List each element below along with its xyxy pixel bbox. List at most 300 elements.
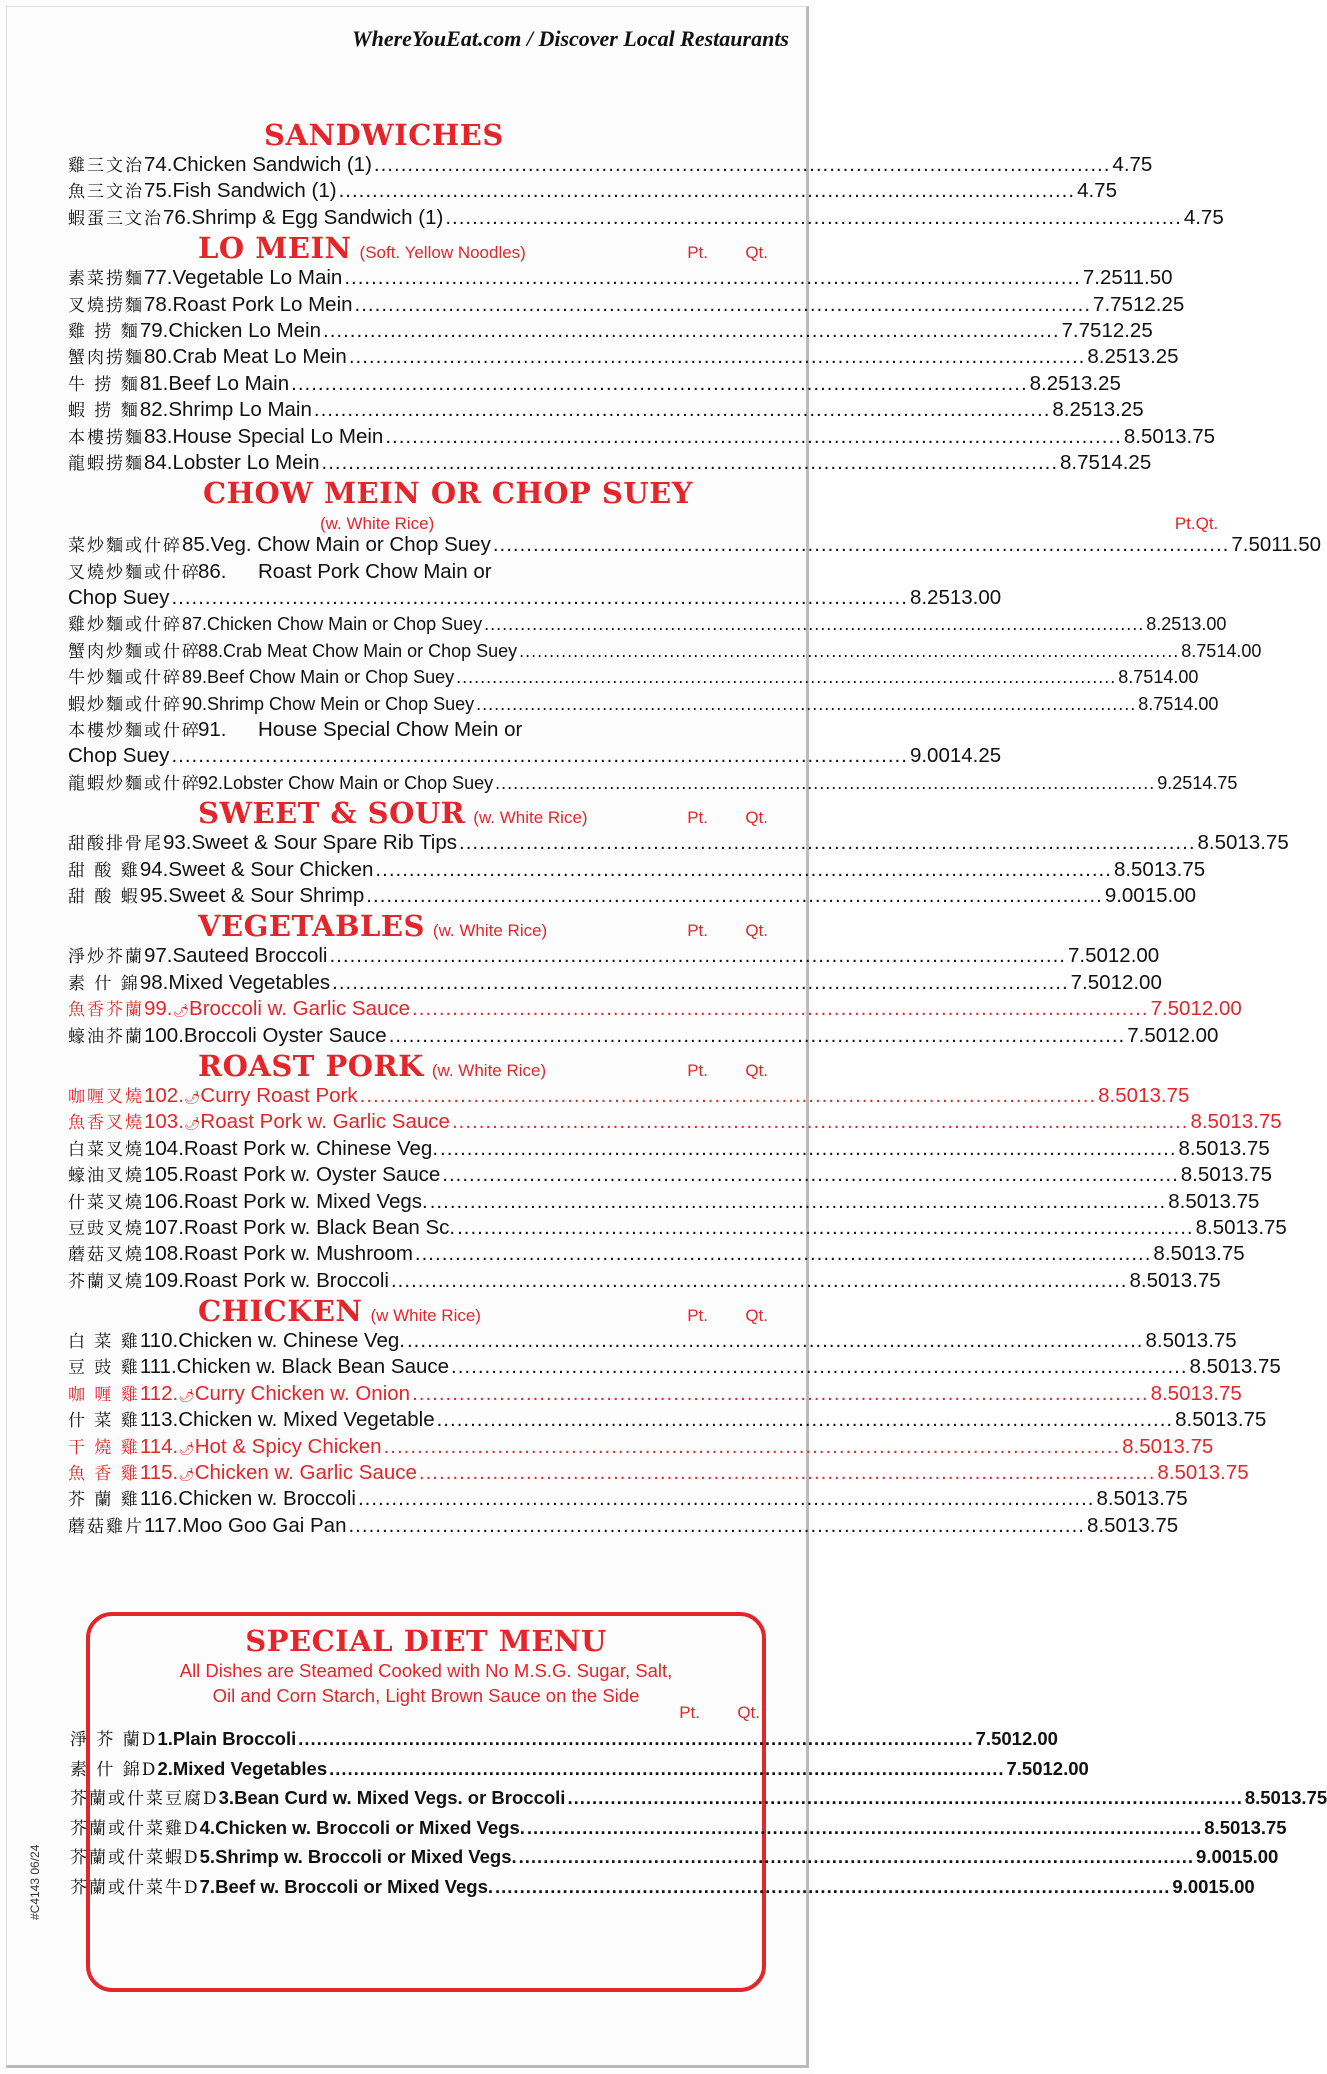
item-number: 83.	[144, 424, 173, 448]
chinese-name: 素 什 錦	[68, 973, 140, 994]
chinese-name: 豆豉叉燒	[68, 1218, 144, 1239]
chinese-name: 雞炒麵或什碎	[68, 615, 182, 636]
dot-leader	[322, 450, 1059, 476]
chinese-name: 淨 芥 蘭D	[70, 1730, 158, 1750]
dot-leader	[389, 1023, 1126, 1049]
item-number: 110.	[139, 1329, 179, 1353]
chinese-name: 白菜叉燒	[68, 1139, 144, 1160]
dot-leader	[493, 532, 1230, 558]
section-header	[68, 231, 768, 265]
price-quart: 14.00	[1173, 693, 1219, 714]
dot-leader	[358, 1486, 1095, 1512]
menu-item	[70, 1815, 1287, 1845]
item-number: 82.	[139, 398, 169, 422]
dot-leader	[374, 152, 1111, 178]
item-name: Moo Goo Gai Pan	[182, 1513, 347, 1537]
price-pint: 7.25	[1082, 266, 1123, 290]
hot-pepper-icon: 🌶	[183, 1116, 201, 1132]
dot-leader	[519, 638, 1179, 664]
section-title: ROAST PORK	[198, 1048, 424, 1083]
price-pint: 8.50	[1190, 1110, 1231, 1134]
price-pint: 8.50	[1087, 1513, 1127, 1537]
price-pint: 8.50	[1098, 1083, 1139, 1107]
chinese-name: 芥蘭或什菜豆腐D	[70, 1789, 219, 1809]
chinese-name: 蘑菇叉燒	[68, 1245, 144, 1266]
qt-header: Qt.	[745, 1306, 768, 1326]
item-name: Chop Suey	[68, 744, 170, 768]
item-number: 97.	[144, 944, 173, 968]
chinese-name: 蠔油芥蘭	[68, 1026, 144, 1047]
price-pint: 8.75	[1118, 667, 1154, 688]
menu-item	[68, 292, 1185, 318]
price-pint: 7.50	[1068, 944, 1108, 968]
price-pint: 8.50	[1197, 831, 1238, 855]
section-header	[68, 909, 768, 943]
dot-leader	[291, 371, 1028, 397]
chinese-name: 蝦炒麵或什碎	[68, 694, 182, 715]
qt-header: Qt.	[745, 808, 768, 828]
item-name: Bean Curd w. Mixed Vegs. or Broccoli	[234, 1787, 566, 1808]
price-quart: 13.25	[1069, 371, 1121, 395]
item-number: 92.	[198, 772, 224, 793]
dot-leader	[339, 178, 1076, 204]
price-quart: 13.75	[1229, 1355, 1281, 1379]
price-pint: 9.00	[1172, 1875, 1209, 1897]
menu-item	[68, 1215, 1287, 1241]
chinese-name: 魚香芥蘭	[68, 1000, 144, 1021]
special-desc-line2: Oil and Corn Starch, Light Brown Sauce on the Side	[212, 1685, 640, 1706]
item-name: Roast Pork w. Mushroom	[183, 1242, 413, 1266]
pt-header: Pt.	[687, 921, 708, 941]
price-pint: 8.50	[1204, 1816, 1241, 1838]
dot-leader	[412, 1381, 1149, 1407]
item-number: 102.	[144, 1083, 184, 1107]
item-number: 99.	[144, 997, 173, 1021]
special-diet-box	[70, 1612, 1327, 1992]
menu-item	[68, 1189, 1260, 1215]
price-quart: 4.75	[1183, 205, 1224, 229]
item-name: Mixed Vegetables	[172, 1757, 328, 1779]
chinese-name: 白 菜 雞	[68, 1332, 140, 1353]
chinese-name: 素菜捞麵	[68, 269, 144, 290]
item-name: Chop Suey	[68, 586, 170, 610]
hot-pepper-icon: 🌶	[172, 1003, 190, 1019]
dot-leader	[452, 1109, 1189, 1135]
item-name: Chicken w. Garlic Sauce	[194, 1461, 417, 1485]
item-number: 85.	[182, 533, 211, 557]
chinese-name: 淨炒芥蘭	[68, 947, 144, 968]
price-quart: 13.75	[1185, 1329, 1237, 1353]
price-pint: 7.50	[1231, 533, 1272, 557]
dot-leader	[445, 205, 1182, 231]
dot-leader	[495, 770, 1155, 796]
menu-item	[68, 1486, 1188, 1512]
item-name: Crab Meat Chow Main or Chop Suey	[223, 640, 518, 661]
special-column-headers	[642, 1700, 760, 1726]
section-title: LO MEIN	[198, 231, 352, 266]
dot-leader	[440, 1136, 1177, 1162]
menu-item	[68, 743, 1002, 769]
section-note: (w White Rice)	[370, 1306, 481, 1326]
dot-leader	[415, 1241, 1152, 1267]
qt-header: Qt.	[745, 1060, 768, 1080]
price-quart: 13.75	[1126, 1513, 1179, 1537]
chinese-name: 芥 蘭 雞	[68, 1490, 140, 1511]
dot-leader	[451, 1354, 1188, 1380]
price-quart: 13.75	[1230, 1110, 1282, 1134]
price-quart: 13.75	[1138, 1083, 1190, 1107]
menu-item	[68, 424, 1216, 450]
menu-item	[68, 1381, 1242, 1407]
item-number: 84.	[144, 450, 173, 474]
menu-item	[68, 1023, 1219, 1049]
section-note: (Soft. Yellow Noodles)	[359, 243, 526, 263]
price-pint: 9.00	[1104, 883, 1145, 907]
chinese-name: 菜炒麵或什碎	[68, 536, 182, 557]
price-quart: 13.75	[1163, 424, 1216, 448]
dot-leader	[348, 1513, 1085, 1539]
chinese-name: 咖 喱 雞	[68, 1384, 140, 1405]
price-quart: 11.50	[1271, 533, 1322, 557]
menu-item	[68, 664, 1199, 690]
chinese-name: 蠔油叉燒	[68, 1166, 144, 1187]
item-name: Beef Lo Main	[168, 371, 290, 395]
dot-leader	[484, 611, 1144, 637]
chinese-name: 本樓捞麵	[68, 427, 144, 448]
chinese-name: 魚三文治	[68, 182, 144, 203]
price-quart: 13.75	[1235, 1215, 1287, 1239]
hot-pepper-icon: 🌶	[178, 1387, 195, 1403]
price-quart: 12.00	[1167, 1023, 1219, 1047]
dot-leader	[384, 1434, 1121, 1460]
menu-item	[68, 1109, 1282, 1135]
price-pint: 8.50	[1096, 1487, 1137, 1511]
chinese-name: 甜酸排骨尾	[68, 834, 163, 855]
price-pint: 9.25	[1157, 772, 1193, 793]
dot-leader	[457, 1215, 1194, 1241]
price-quart: 12.00	[1110, 970, 1162, 994]
price-pint: 8.75	[1138, 693, 1174, 714]
item-number: 3.	[218, 1787, 235, 1808]
item-name: Shrimp w. Broccoli or Mixed Vegs.	[215, 1846, 517, 1867]
pt-header: Pt.	[679, 1703, 700, 1722]
price-pint: 9.00	[909, 744, 950, 768]
section-header	[68, 476, 1219, 534]
chinese-name: 叉燒炒麵或什碎	[68, 562, 201, 583]
price-quart: 13.75	[1240, 1816, 1287, 1838]
menu-item	[68, 1241, 1245, 1267]
item-name: Lobster Chow Main or Chop Suey	[223, 772, 494, 793]
chinese-name: 本樓炒麵或什碎	[68, 721, 201, 742]
price-pint: 8.50	[1244, 1787, 1281, 1808]
menu-item	[70, 1726, 1058, 1756]
chinese-name: 蟹肉捞麵	[68, 348, 144, 369]
item-number: 91.	[198, 718, 227, 742]
chinese-name: 叉燒捞麵	[68, 295, 144, 316]
item-number: 107.	[144, 1215, 184, 1239]
price-pint: 8.25	[1087, 345, 1128, 369]
dot-leader	[329, 1756, 1004, 1782]
item-number: 7.	[199, 1875, 216, 1897]
menu-item	[68, 883, 1197, 909]
pt-header: Pt.	[687, 1060, 708, 1080]
price-quart: 13.00	[1181, 614, 1227, 635]
chinese-name: 咖喱叉燒	[68, 1086, 144, 1107]
item-name: Curry Roast Pork	[200, 1083, 358, 1107]
dot-leader	[437, 1407, 1174, 1433]
menu-item	[68, 265, 1173, 291]
item-name: Sauteed Broccoli	[172, 944, 328, 968]
item-number: 109.	[144, 1268, 184, 1292]
chinese-name: 素 什 錦D	[70, 1759, 158, 1780]
price-quart: 13.75	[1237, 831, 1289, 855]
item-number: 114.	[139, 1434, 179, 1458]
item-name: House Special Lo Mein	[172, 424, 384, 448]
special-desc-line1: All Dishes are Steamed Cooked with No M.S.G. Sugar, Salt,	[179, 1660, 673, 1681]
price-quart: 13.75	[1215, 1408, 1267, 1432]
price-pint: 8.50	[1150, 1381, 1191, 1405]
price-pint: 8.25	[1052, 398, 1093, 422]
item-name: Roast Pork Lo Mein	[172, 292, 353, 316]
dot-leader	[459, 830, 1196, 856]
dot-leader	[323, 318, 1060, 344]
chinese-name: 芥蘭或什菜蝦D	[70, 1848, 200, 1868]
item-number: 117.	[144, 1513, 183, 1537]
price-quart: 12.00	[1190, 997, 1242, 1021]
item-name: Chicken w. Black Bean Sauce	[176, 1355, 450, 1379]
chinese-name: 牛炒麵或什碎	[68, 668, 182, 689]
price-quart: 13.25	[1092, 398, 1144, 422]
pt-header: Pt.	[687, 808, 708, 828]
price-quart: 13.00	[949, 586, 1002, 610]
price-quart: 4.75	[1112, 153, 1153, 176]
section-title: VEGETABLES	[198, 909, 425, 944]
chinese-name: 蝦 捞 麵	[68, 401, 140, 422]
price-quart: 13.75	[1190, 1381, 1242, 1405]
price-quart: 12.25	[1132, 292, 1185, 316]
menu-item	[68, 1136, 1270, 1162]
price-quart: 13.75	[1153, 857, 1206, 881]
menu-item	[68, 397, 1144, 423]
chinese-name: 蘑菇雞片	[68, 1516, 144, 1537]
chinese-name: 龍蝦捞麵	[68, 453, 144, 474]
dot-leader	[298, 1726, 973, 1752]
menu-item	[68, 1460, 1249, 1486]
pt-header: Pt.	[1174, 514, 1196, 534]
section-title: CHICKEN	[198, 1294, 363, 1329]
dot-leader	[527, 1815, 1202, 1841]
price-quart: 14.00	[1216, 640, 1262, 661]
chinese-name: 蝦蛋三文治	[68, 208, 163, 229]
item-name: Fish Sandwich (1)	[172, 179, 337, 203]
chinese-name: 什 菜 雞	[68, 1411, 140, 1432]
menu-item	[68, 559, 768, 585]
chinese-name: 魚 香 雞	[68, 1464, 140, 1485]
price-quart: 13.75	[1197, 1461, 1249, 1485]
chinese-name: 魚香叉燒	[68, 1113, 144, 1134]
dot-leader	[495, 1874, 1170, 1900]
price-quart: 15.00	[1144, 883, 1197, 907]
item-name: Vegetable Lo Main	[172, 266, 343, 290]
dot-leader	[456, 664, 1116, 690]
item-name: Roast Pork w. Black Bean Sc.	[183, 1215, 456, 1239]
dot-leader	[430, 1189, 1167, 1215]
qt-header: Qt.	[745, 921, 768, 941]
price-quart: 12.00	[1011, 1728, 1058, 1749]
item-name: Roast Pork w. Garlic Sauce	[200, 1110, 450, 1134]
menu-item	[68, 450, 1152, 476]
item-number: 108.	[144, 1242, 184, 1266]
price-pint: 8.50	[1145, 1329, 1186, 1353]
price-quart: 13.75	[1220, 1163, 1272, 1187]
chinese-name: 芥蘭叉燒	[68, 1271, 144, 1292]
item-name: Roast Pork w. Oyster Sauce	[183, 1163, 441, 1187]
menu-item	[68, 1407, 1267, 1433]
menu-item	[70, 1874, 1255, 1904]
price-pint: 8.50	[1123, 424, 1164, 448]
item-number: 80.	[144, 345, 173, 369]
section-title: SANDWICHES	[264, 118, 504, 152]
item-number: 105.	[144, 1163, 184, 1187]
item-number: 5.	[199, 1846, 216, 1867]
item-name: Chicken w. Broccoli	[178, 1487, 356, 1511]
item-number: 104.	[144, 1136, 184, 1160]
item-name: Sweet & Sour Chicken	[168, 857, 374, 881]
menu-item	[68, 970, 1162, 996]
item-name: Chicken Lo Mein	[168, 318, 322, 342]
chinese-name: 什菜叉燒	[68, 1192, 144, 1213]
menu-item	[68, 638, 1262, 664]
item-name: Beef Chow Main or Chop Suey	[207, 667, 455, 688]
price-pint: 8.50	[1168, 1189, 1209, 1213]
chinese-name: 雞三文治	[68, 156, 144, 176]
price-pint: 8.25	[909, 586, 950, 610]
menu-item	[70, 1756, 1089, 1786]
item-name: Broccoli Oyster Sauce	[183, 1023, 387, 1047]
price-pint: 7.50	[1127, 1023, 1168, 1047]
menu-item	[68, 205, 1224, 231]
menu-item	[68, 585, 1002, 611]
item-name: Roast Pork w. Broccoli	[183, 1268, 389, 1292]
item-name: Shrimp & Egg Sandwich (1)	[191, 205, 444, 229]
chinese-name: 甜 酸 雞	[68, 860, 140, 881]
section-header	[68, 118, 768, 152]
item-name: Roast Pork w. Chinese Veg.	[183, 1136, 439, 1160]
item-name: Lobster Lo Mein	[172, 450, 320, 474]
menu-item	[68, 1162, 1272, 1188]
item-name: Sweet & Sour Spare Rib Tips	[191, 831, 457, 855]
special-items	[70, 1726, 1327, 1903]
dot-leader	[519, 1844, 1194, 1870]
menu-item	[68, 532, 1322, 558]
dot-leader	[366, 883, 1103, 909]
menu-item	[68, 717, 768, 743]
item-number: 74.	[144, 153, 173, 176]
price-quart: 14.25	[949, 744, 1002, 768]
item-number: 1.	[157, 1728, 173, 1749]
item-name: Shrimp Lo Main	[168, 398, 312, 422]
item-number: 79.	[139, 318, 169, 342]
price-quart: 14.25	[1099, 450, 1152, 474]
price-pint: 8.25	[1146, 614, 1182, 635]
price-pint: 8.75	[1060, 450, 1100, 474]
dot-leader	[375, 857, 1112, 883]
item-number: 77.	[144, 266, 173, 290]
price-quart: 13.75	[1136, 1487, 1188, 1511]
section-header	[68, 1049, 768, 1083]
menu-item	[68, 1354, 1281, 1380]
price-pint: 8.50	[1180, 1163, 1221, 1187]
price-pint: 8.25	[1029, 371, 1070, 395]
price-pint: 8.50	[1153, 1242, 1194, 1266]
item-number: 113.	[139, 1408, 179, 1432]
item-name: Chicken w. Mixed Vegetable	[178, 1408, 435, 1432]
item-number: 94.	[139, 857, 169, 881]
item-number: 4.	[199, 1816, 216, 1838]
price-quart: 13.75	[1169, 1268, 1221, 1292]
price-quart: 14.00	[1153, 667, 1199, 688]
site-banner: WhereYouEat.com / Discover Local Restaurants	[352, 26, 789, 51]
item-number: 98.	[139, 970, 169, 994]
price-quart: 13.75	[1208, 1189, 1260, 1213]
dot-leader	[171, 585, 908, 611]
item-name: Shrimp Chow Mein or Chop Suey	[207, 693, 475, 714]
section-note: (w. White Rice)	[473, 808, 588, 828]
section-header	[68, 1294, 768, 1328]
price-quart: 11.50	[1122, 266, 1173, 290]
dot-leader	[476, 691, 1136, 717]
menu-item	[68, 611, 1227, 637]
hot-pepper-icon: 🌶	[178, 1440, 195, 1456]
menu-item	[68, 344, 1179, 370]
pt-header: Pt.	[687, 243, 708, 263]
menu-item	[70, 1785, 1327, 1815]
price-pint: 7.50	[1006, 1757, 1043, 1779]
price-quart: 13.75	[1193, 1242, 1245, 1266]
chinese-name: 龍蝦炒麵或什碎	[68, 773, 201, 794]
item-name: Roast Pork w. Mixed Vegs.	[183, 1189, 428, 1213]
chinese-name: 甜 酸 蝦	[68, 886, 140, 907]
dot-leader	[314, 397, 1051, 423]
chinese-name: 蟹肉炒麵或什碎	[68, 641, 201, 662]
price-pint: 8.50	[1189, 1355, 1230, 1379]
menu-item	[68, 830, 1289, 856]
print-code: #C4143 06/24	[28, 1844, 42, 1920]
menu-item	[68, 1513, 1179, 1539]
menu-item	[68, 996, 1242, 1022]
item-name: Curry Chicken w. Onion	[194, 1381, 411, 1405]
item-number: 93.	[163, 831, 192, 855]
menu-item	[68, 770, 1238, 796]
price-pint: 8.50	[1157, 1461, 1198, 1485]
price-quart: 15.00	[1208, 1875, 1255, 1897]
hot-pepper-icon: 🌶	[183, 1089, 201, 1105]
pt-header: Pt.	[687, 1306, 708, 1326]
item-name: Chicken w. Broccoli or Mixed Vegs.	[215, 1816, 525, 1838]
dot-leader	[412, 996, 1149, 1022]
section-note: (w. White Rice)	[431, 1060, 547, 1080]
dot-leader	[391, 1268, 1128, 1294]
price-quart: 13.25	[1127, 345, 1179, 369]
price-quart: 12.25	[1101, 318, 1153, 342]
menu-item	[68, 691, 1219, 717]
qt-header: Qt.	[1195, 514, 1219, 534]
item-number: 112.	[139, 1381, 179, 1405]
menu-item	[70, 1844, 1279, 1874]
dot-leader	[349, 344, 1086, 370]
menu-sections	[68, 118, 1322, 1539]
menu-item	[68, 857, 1206, 883]
